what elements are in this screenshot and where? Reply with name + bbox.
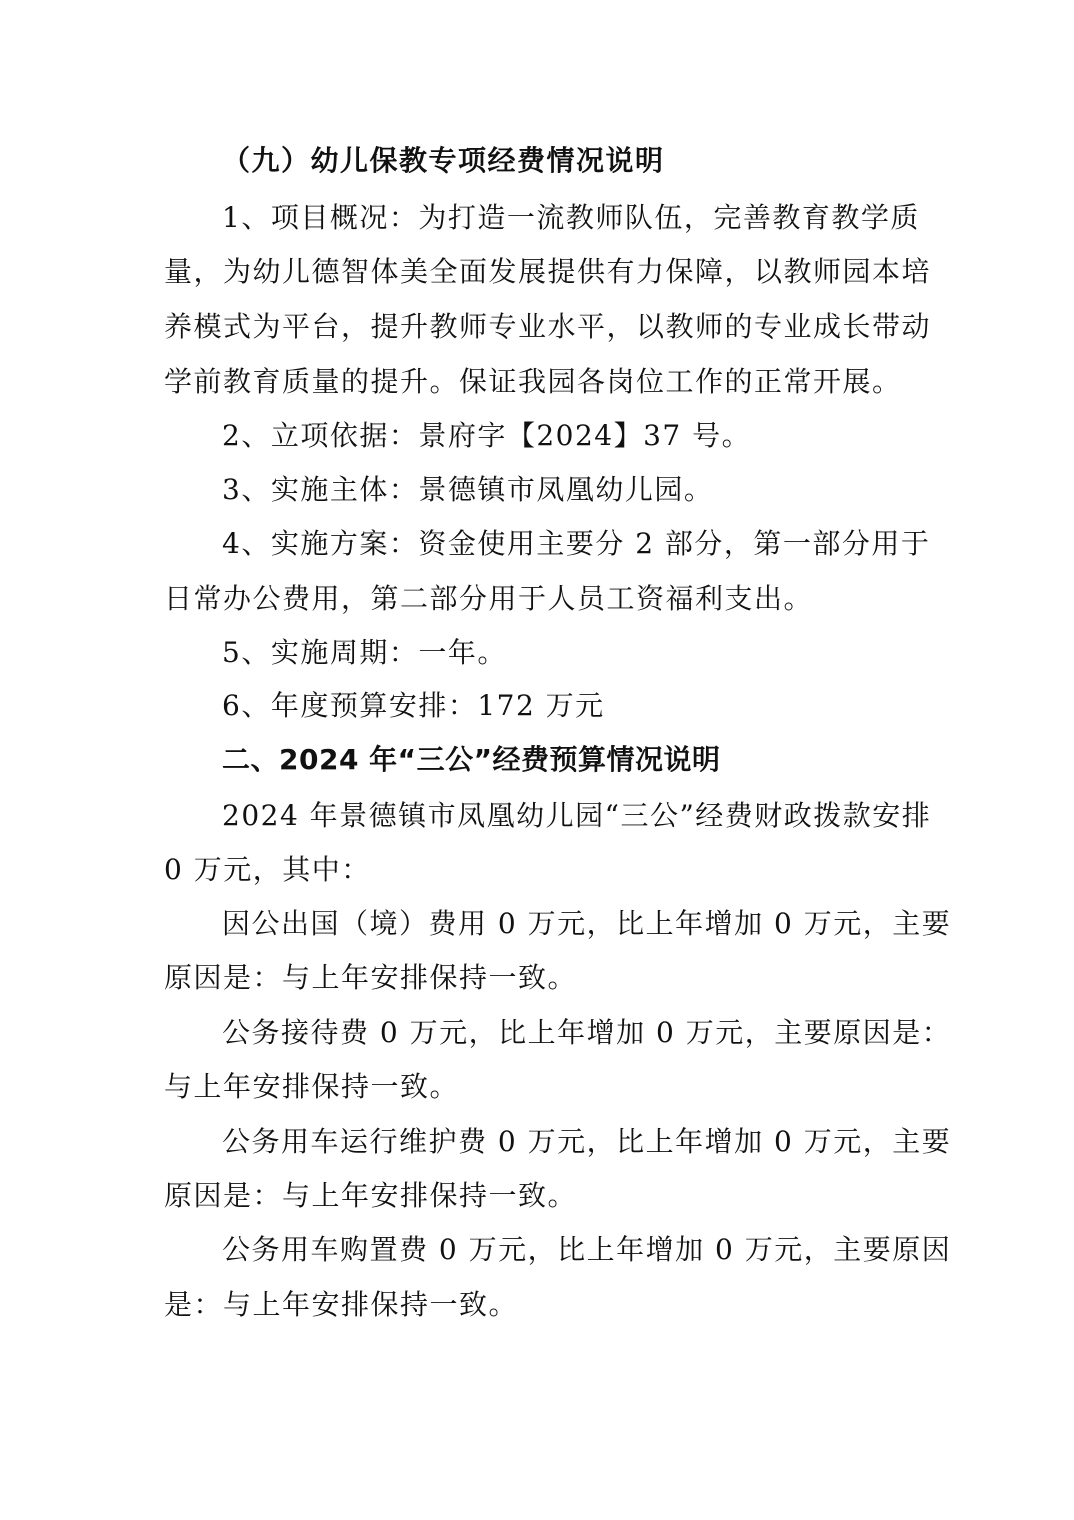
item-5: 5、实施周期：一年。 xyxy=(222,636,507,669)
item-1-line-2: 量，为幼儿德智体美全面发展提供有力保障，以教师园本培 xyxy=(164,255,932,288)
reception-expense-line-2: 与上年安排保持一致。 xyxy=(164,1070,460,1103)
item-4-line-1: 4、实施方案：资金使用主要分 2 部分，第一部分用于 xyxy=(222,527,931,560)
item-6: 6、年度预算安排：172 万元 xyxy=(222,689,605,722)
vehicle-maintenance-line-1: 公务用车运行维护费 0 万元，比上年增加 0 万元，主要 xyxy=(222,1125,952,1158)
reception-expense-line-1: 公务接待费 0 万元，比上年增加 0 万元，主要原因是： xyxy=(222,1016,952,1049)
item-4-line-2: 日常办公费用，第二部分用于人员工资福利支出。 xyxy=(164,582,814,615)
three-public-intro-line-2: 0 万元，其中： xyxy=(164,853,371,886)
overseas-expense-line-2: 原因是：与上年安排保持一致。 xyxy=(164,961,578,994)
overseas-expense-line-1: 因公出国（境）费用 0 万元，比上年增加 0 万元，主要 xyxy=(222,907,952,940)
section-nine-title: （九）幼儿保教专项经费情况说明 xyxy=(222,144,665,177)
item-1-line-1: 1、项目概况：为打造一流教师队伍，完善教育教学质 xyxy=(222,201,920,234)
item-1-line-3: 养模式为平台，提升教师专业水平，以教师的专业成长带动 xyxy=(164,310,932,343)
vehicle-maintenance-line-2: 原因是：与上年安排保持一致。 xyxy=(164,1179,578,1212)
item-3: 3、实施主体：景德镇市凤凰幼儿园。 xyxy=(222,473,714,506)
item-2: 2、立项依据：景府字【2024】37 号。 xyxy=(222,419,752,452)
section-two-title: 二、2024 年“三公”经费预算情况说明 xyxy=(222,743,721,776)
three-public-intro-line-1: 2024 年景德镇市凤凰幼儿园“三公”经费财政拨款安排 xyxy=(222,799,932,832)
vehicle-purchase-line-1: 公务用车购置费 0 万元，比上年增加 0 万元，主要原因 xyxy=(222,1233,952,1266)
vehicle-purchase-line-2: 是：与上年安排保持一致。 xyxy=(164,1288,519,1321)
item-1-line-4: 学前教育质量的提升。保证我园各岗位工作的正常开展。 xyxy=(164,365,902,398)
